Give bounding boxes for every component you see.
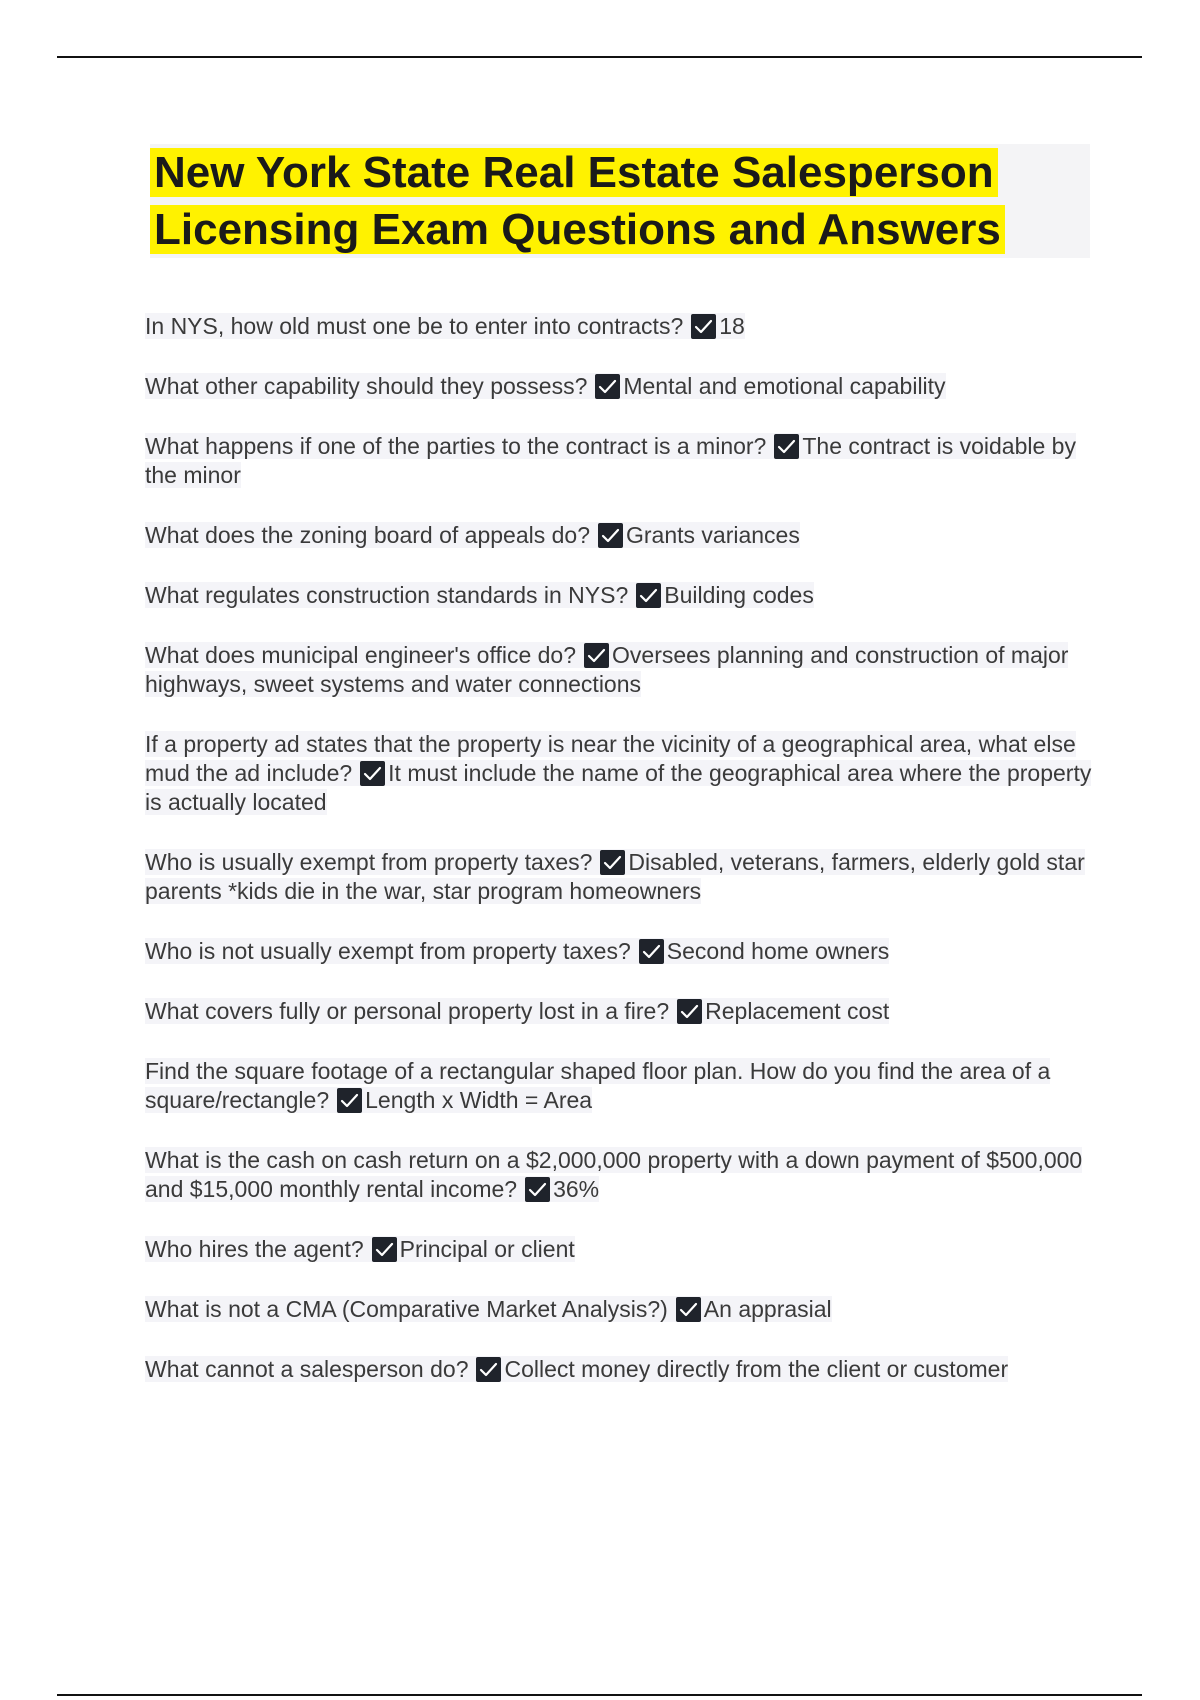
check-box-icon	[600, 850, 625, 875]
qa-text	[145, 1356, 1008, 1382]
title-block	[150, 144, 1090, 258]
check-box-icon	[525, 1177, 550, 1202]
question-text: If a property ad states that the property is near the vicinity of a geographical area, what else mud the ad include?	[145, 731, 1076, 786]
answer-text: Grants variances	[626, 522, 800, 548]
answer-text: Second home owners	[666, 938, 890, 964]
qa-text	[145, 1058, 1050, 1113]
top-rule	[57, 56, 1142, 58]
check-box-icon	[584, 643, 609, 668]
bottom-rule	[57, 1694, 1142, 1696]
page-title	[150, 144, 1090, 258]
qa-item	[145, 1295, 1095, 1324]
question-text: What is not a CMA (Comparative Market Analysis?)	[145, 1296, 668, 1322]
question-text: What regulates construction standards in NYS?	[145, 582, 629, 608]
qa-item	[145, 372, 1095, 401]
qa-text	[145, 522, 800, 548]
answer-text: Building codes	[664, 582, 814, 608]
qa-text	[145, 1236, 575, 1262]
answer-text: Mental and emotional capability	[623, 373, 946, 399]
check-box-icon	[677, 999, 702, 1024]
qa-text	[145, 313, 745, 339]
check-box-icon	[595, 374, 620, 399]
qa-item	[145, 1355, 1095, 1384]
question-text: Who is usually exempt from property taxes?	[145, 849, 593, 875]
answer-text: 18	[719, 313, 745, 339]
check-box-icon	[598, 523, 623, 548]
question-text: Who is not usually exempt from property taxes?	[145, 938, 631, 964]
qa-item	[145, 312, 1095, 341]
question-text: Who hires the agent?	[145, 1236, 364, 1262]
qa-text	[145, 938, 889, 964]
check-box-icon	[636, 583, 661, 608]
check-box-icon	[691, 314, 716, 339]
question-text: Find the square footage of a rectangular shaped floor plan. How do you find the area of a square/rectangle?	[145, 1058, 1051, 1113]
title-line-1: New York State Real Estate Salesperson	[150, 148, 998, 197]
check-box-icon	[372, 1237, 397, 1262]
qa-item	[145, 937, 1095, 966]
check-box-icon	[337, 1088, 362, 1113]
title-line-2: Licensing Exam Questions and Answers	[150, 205, 1005, 254]
qa-text	[145, 731, 1091, 815]
qa-text	[145, 998, 889, 1024]
answer-text: 36%	[553, 1176, 600, 1202]
check-box-icon	[639, 939, 664, 964]
check-box-icon	[360, 761, 385, 786]
qa-item	[145, 521, 1095, 550]
check-box-icon	[774, 434, 799, 459]
answer-text: Replacement cost	[705, 998, 890, 1024]
question-text: What covers fully or personal property lost in a fire?	[145, 998, 670, 1024]
qa-text	[145, 849, 1085, 904]
qa-item	[145, 432, 1095, 490]
qa-item	[145, 848, 1095, 906]
answer-text: It must include the name of the geographical area where the property is actually located	[145, 760, 1092, 815]
qa-item	[145, 1057, 1095, 1115]
answer-text: Oversees planning and construction of major highways, sweet systems and water connections	[145, 642, 1069, 697]
question-text: What does the zoning board of appeals do?	[145, 522, 590, 548]
qa-text	[145, 373, 946, 399]
qa-item	[145, 730, 1095, 817]
qa-item	[145, 581, 1095, 610]
answer-text: Principal or client	[399, 1236, 575, 1262]
qa-text	[145, 1296, 832, 1322]
question-text: In NYS, how old must one be to enter into contracts?	[145, 313, 684, 339]
qa-item	[145, 1235, 1095, 1264]
check-box-icon	[676, 1297, 701, 1322]
answer-text: Collect money directly from the client or customer	[504, 1356, 1009, 1382]
answer-text: Disabled, veterans, farmers, elderly gold star parents *kids die in the war, star program homeowners	[145, 849, 1085, 904]
question-text: What does municipal engineer's office do?	[145, 642, 577, 668]
answer-text: The contract is voidable by the minor	[145, 433, 1076, 488]
qa-item	[145, 997, 1095, 1026]
qa-text	[145, 433, 1076, 488]
question-text: What other capability should they possess?	[145, 373, 588, 399]
qa-item	[145, 641, 1095, 699]
qa-text	[145, 642, 1068, 697]
question-text: What happens if one of the parties to the contract is a minor?	[145, 433, 767, 459]
answer-text: Length x Width = Area	[365, 1087, 593, 1113]
question-text: What is the cash on cash return on a $2,000,000 property with a down payment of $500,000 and $15,000 monthly rental income?	[145, 1147, 1083, 1202]
qa-list	[145, 312, 1095, 1415]
answer-text: An apprasial	[703, 1296, 832, 1322]
qa-text	[145, 1147, 1082, 1202]
qa-item	[145, 1146, 1095, 1204]
check-box-icon	[476, 1357, 501, 1382]
qa-text	[145, 582, 814, 608]
question-text: What cannot a salesperson do?	[145, 1356, 469, 1382]
